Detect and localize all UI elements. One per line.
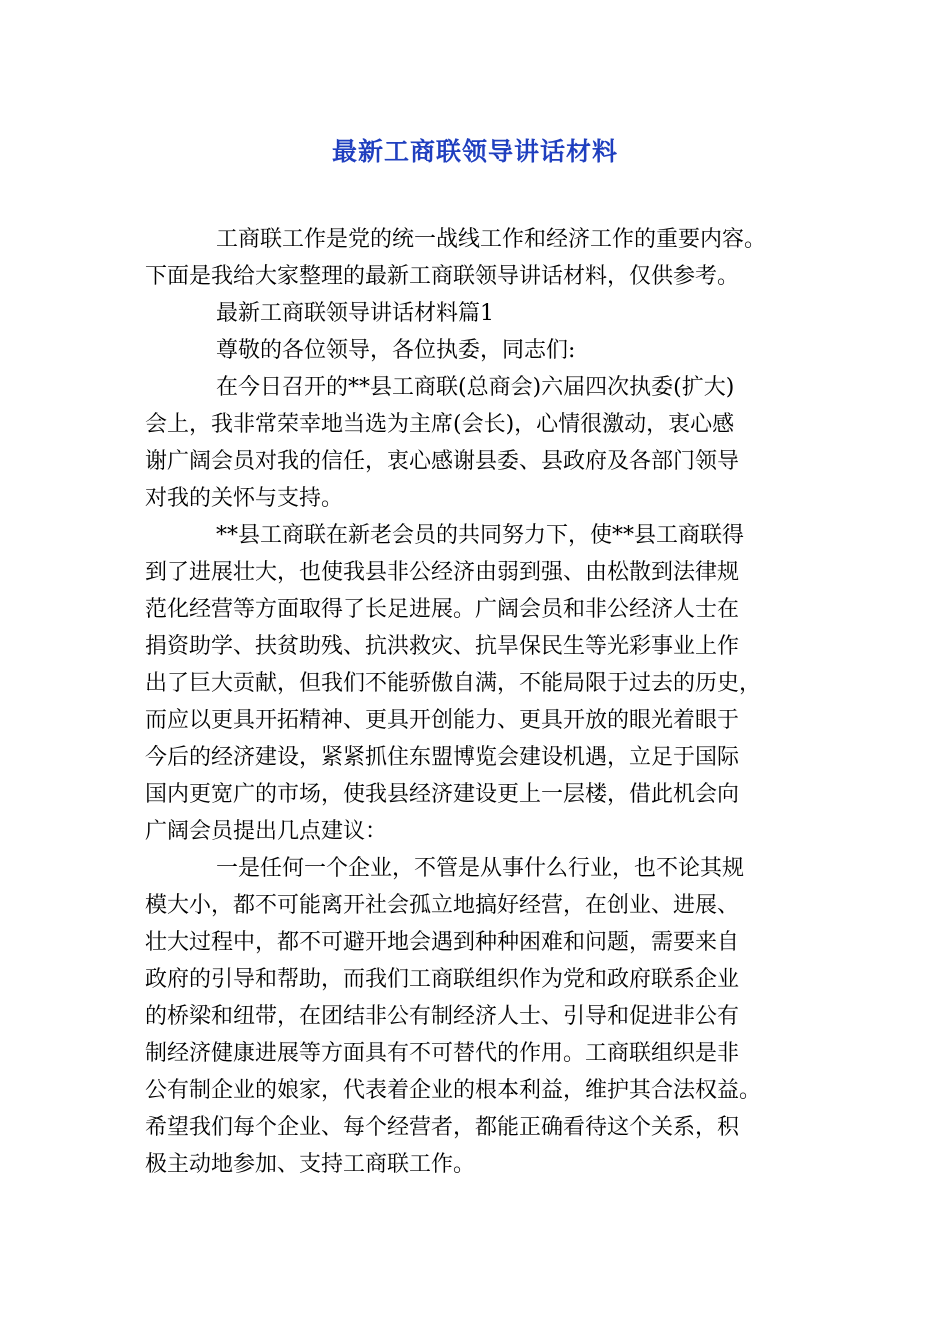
paragraph-line: 捐资助学、扶贫助残、抗洪救灾、抗旱保民生等光彩事业上作 [145,634,740,659]
paragraph-line: 极主动地参加、支持工商联工作。 [145,1152,476,1177]
paragraph-line: 政府的引导和帮助，而我们工商联组织作为党和政府联系企业 [145,967,740,992]
paragraph-line: 一是任何一个企业，不管是从事什么行业，也不论其规 [216,856,745,881]
paragraph-line: 公有制企业的娘家，代表着企业的根本利益，维护其合法权益。 [145,1078,762,1103]
paragraph-line: 广阔会员提出几点建议： [145,819,388,844]
paragraph-line: 会上，我非常荣幸地当选为主席(会长)，心情很激动，衷心感 [145,412,735,437]
paragraph-line: 下面是我给大家整理的最新工商联领导讲话材料，仅供参考。 [145,264,740,289]
document-title: 最新工商联领导讲话材料 [331,137,618,166]
paragraph-line: 在今日召开的**县工商联(总商会)六届四次执委(扩大) [216,375,735,400]
paragraph-line: 出了巨大贡献，但我们不能骄傲自满，不能局限于过去的历史， [145,671,762,696]
paragraph-line: 到了进展壮大，也使我县非公经济由弱到强、由松散到法律规 [145,560,740,585]
paragraph-line: 壮大过程中，都不可避开地会遇到种种困难和问题，需要来自 [145,930,740,955]
paragraph-line: 工商联工作是党的统一战线工作和经济工作的重要内容。 [216,227,767,252]
paragraph-line: 而应以更具开拓精神、更具开创能力、更具开放的眼光着眼于 [145,708,740,733]
paragraph-line: 的桥梁和纽带，在团结非公有制经济人士、引导和促进非公有 [145,1004,740,1029]
paragraph-line: 谢广阔会员对我的信任，衷心感谢县委、县政府及各部门领导 [145,449,740,474]
paragraph-line: 对我的关怀与支持。 [145,486,344,511]
paragraph-line: 国内更宽广的市场，使我县经济建设更上一层楼，借此机会向 [145,782,740,807]
paragraph-line: **县工商联在新老会员的共同努力下，使**县工商联得 [216,523,745,548]
paragraph-line: 范化经营等方面取得了长足进展。广阔会员和非公经济人士在 [145,597,740,622]
section-heading: 最新工商联领导讲话材料篇1 [216,301,494,326]
salutation-line: 尊敬的各位领导，各位执委，同志们: [216,338,576,363]
paragraph-line: 希望我们每个企业、每个经营者，都能正确看待这个关系，积 [145,1115,740,1140]
paragraph-line: 今后的经济建设，紧紧抓住东盟博览会建设机遇，立足于国际 [145,745,740,770]
paragraph-line: 模大小，都不可能离开社会孤立地搞好经营，在创业、进展、 [145,893,740,918]
paragraph-line: 制经济健康进展等方面具有不可替代的作用。工商联组织是非 [145,1041,740,1066]
